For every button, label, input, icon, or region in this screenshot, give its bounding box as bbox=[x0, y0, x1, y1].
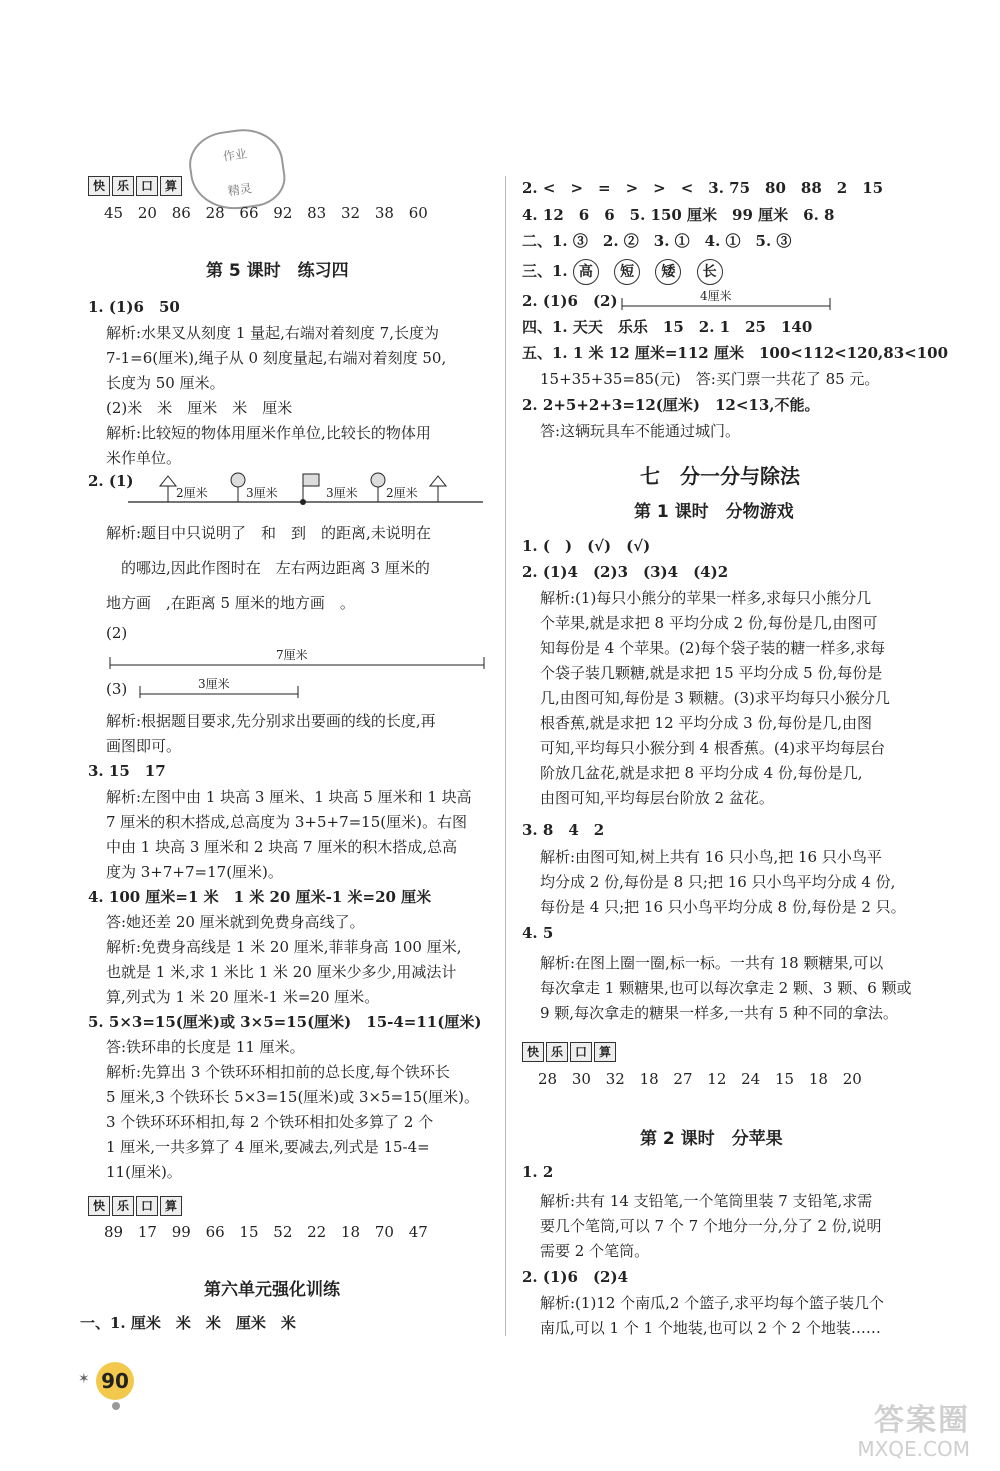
stamp-bottom-text: 精灵 bbox=[226, 181, 253, 199]
answer-line: 五、1. 1 米 12 厘米=112 厘米 100<112<120,83<100 bbox=[522, 344, 949, 362]
line-label: 4厘米 bbox=[700, 289, 732, 303]
analysis-line: 解析:由图可知,树上共有 16 只小鸟,把 16 只小鸟平 bbox=[540, 848, 882, 866]
homework-stamp bbox=[185, 124, 289, 215]
analysis-line: 3 个铁环环环相扣,每 2 个铁环相扣处多算了 2 个 bbox=[106, 1113, 434, 1131]
analysis-line: 解析:共有 14 支铅笔,一个笔筒里装 7 支铅笔,求需 bbox=[540, 1192, 873, 1210]
kuaile-kousuan-label: 快 乐 口 算 bbox=[88, 176, 182, 196]
answer-line: 答:她还差 20 厘米就到免费身高线了。 bbox=[106, 913, 365, 931]
section-title: 第 5 课时 练习四 bbox=[206, 261, 349, 281]
analysis-line: 阶放几盆花,就是求把 8 平均分成 4 份,每份是几, bbox=[540, 764, 863, 782]
analysis-line: 南瓜,可以 1 个 1 个地装,也可以 2 个 2 个地装…… bbox=[540, 1319, 881, 1337]
answer-line: 答:铁环串的长度是 11 厘米。 bbox=[106, 1038, 305, 1056]
diagram-label: 3厘米 bbox=[246, 486, 278, 500]
watermark-url: MXQE.COM bbox=[857, 1437, 970, 1461]
unit-title: 第六单元强化训练 bbox=[204, 1280, 340, 1300]
analysis-line: 每次拿走 1 颗糖果,也可以每次拿走 2 颗、3 颗、6 颗或 bbox=[540, 979, 912, 997]
diagram-label: 3厘米 bbox=[326, 486, 358, 500]
line-7cm bbox=[108, 645, 488, 671]
answer-line: 15+35+35=85(元) 答:买门票一共花了 85 元。 bbox=[540, 370, 880, 388]
analysis-line: 9 颗,每次拿走的糖果一样多,一共有 5 种不同的拿法。 bbox=[540, 1004, 898, 1022]
section-title: 第 2 课时 分苹果 bbox=[640, 1129, 783, 1149]
answer-line: 1. 2 bbox=[522, 1163, 554, 1181]
analysis-line: 几,由图可知,每份是 3 颗糖。(3)求平均每只小猴分几 bbox=[540, 689, 890, 707]
decorative-dot bbox=[112, 1402, 120, 1410]
analysis-line: 解析:左图中由 1 块高 3 厘米、1 块高 5 厘米和 1 块高 bbox=[106, 788, 472, 806]
analysis-line: 解析:先算出 3 个铁环环相扣前的总长度,每个铁环长 bbox=[106, 1063, 450, 1081]
answer-line: 1. (1)6 50 bbox=[88, 298, 180, 316]
analysis-line: 1 厘米,一共多算了 4 厘米,要减去,列式是 15-4= bbox=[106, 1138, 430, 1156]
circled-answer: 矮 bbox=[655, 259, 681, 285]
answer-line: 一、1. 厘米 米 米 厘米 米 bbox=[80, 1314, 296, 1332]
analysis-line: 知每份是 4 个苹果。(2)每个袋子装的糖一样多,求每 bbox=[540, 639, 886, 657]
analysis-line: 长度为 50 厘米。 bbox=[106, 374, 225, 392]
answer-line: 2. 2+5+2+3=12(厘米) 12<13,不能。 bbox=[522, 396, 820, 414]
answer-line: 1. ( ) (√) (√) bbox=[522, 537, 651, 555]
answer-line: (2)米 米 厘米 米 厘米 bbox=[106, 399, 293, 417]
answer-line: 4. 100 厘米=1 米 1 米 20 厘米-1 米=20 厘米 bbox=[88, 888, 432, 906]
analysis-line: 解析:根据题目要求,先分别求出要画的线的长度,再 bbox=[106, 712, 436, 730]
analysis-line: 7 厘米的积木搭成,总高度为 3+5+7=15(厘米)。右图 bbox=[106, 813, 467, 831]
analysis-line: 的哪边,因此作图时在 左右两边距离 3 厘米的 bbox=[106, 559, 430, 577]
column-divider bbox=[505, 176, 506, 1336]
kuaile-numbers: 28 30 32 18 27 12 24 15 18 20 bbox=[538, 1070, 862, 1088]
analysis-line: 根香蕉,就是求把 12 平均分成 3 份,每份是几,由图 bbox=[540, 714, 873, 732]
kuaile-numbers: 45 20 86 28 66 92 83 32 38 60 bbox=[104, 204, 428, 222]
answer-line: 5. 5×3=15(厘米)或 3×5=15(厘米) 15-4=11(厘米) bbox=[88, 1013, 482, 1031]
analysis-line: 解析:题目中只说明了 和 到 的距离,未说明在 bbox=[106, 524, 431, 542]
answer-line: 3. 15 17 bbox=[88, 762, 166, 780]
line-3cm bbox=[138, 674, 303, 700]
kuaile-kousuan-label: 快 乐 口 算 bbox=[522, 1042, 616, 1062]
analysis-line: 可知,平均每只小猴分到 4 根香蕉。(4)求平均每层台 bbox=[540, 739, 886, 757]
answer-line: 2. < > = > > < 3. 75 80 88 2 15 bbox=[522, 179, 884, 197]
line-4cm bbox=[620, 286, 835, 312]
circled-answer: 短 bbox=[614, 259, 640, 285]
circled-answer: 长 bbox=[697, 259, 723, 285]
answer-line: 2. (1)6 (2) bbox=[522, 292, 618, 310]
section-title: 第 1 课时 分物游戏 bbox=[634, 502, 794, 522]
analysis-line: 解析:(1)12 个南瓜,2 个篮子,求平均每个篮子装几个 bbox=[540, 1294, 885, 1312]
analysis-line: 度为 3+7+7=17(厘米)。 bbox=[106, 863, 283, 881]
kuaile-numbers: 89 17 99 66 15 52 22 18 70 47 bbox=[104, 1223, 428, 1241]
line-label: 7厘米 bbox=[276, 648, 308, 662]
answer-line: 2. (1)6 (2)4 bbox=[522, 1268, 629, 1286]
analysis-line: 个袋子装几颗糖,就是求把 15 平均分成 5 份,每份是 bbox=[540, 664, 883, 682]
answer-line: (2) bbox=[106, 624, 128, 642]
analysis-line: 解析:免费身高线是 1 米 20 厘米,菲菲身高 100 厘米, bbox=[106, 938, 462, 956]
analysis-line: 米作单位。 bbox=[106, 449, 182, 467]
answer-prefix: 三、1. bbox=[522, 262, 568, 280]
analysis-line: 要几个笔筒,可以 7 个 7 个地分一分,分了 2 份,说明 bbox=[540, 1217, 882, 1235]
analysis-line: 画图即可。 bbox=[106, 737, 182, 755]
answer-line: 2. (1)4 (2)3 (3)4 (4)2 bbox=[522, 563, 729, 581]
answer-line bbox=[522, 259, 733, 285]
answer-line: 答:这辆玩具车不能通过城门。 bbox=[540, 422, 741, 440]
diagram-label: 2厘米 bbox=[386, 486, 418, 500]
analysis-line: 解析:比较短的物体用厘米作单位,比较长的物体用 bbox=[106, 424, 431, 442]
analysis-line: 算,列式为 1 米 20 厘米-1 米=20 厘米。 bbox=[106, 988, 380, 1006]
star-icon: ✶ bbox=[78, 1371, 90, 1387]
analysis-line: 个苹果,就是求把 8 平均分成 2 份,每份是几,由图可 bbox=[540, 614, 878, 632]
analysis-line: 由图可知,平均每层台阶放 2 盆花。 bbox=[540, 789, 774, 807]
analysis-line: 每份是 4 只;把 16 只小鸟平均分成 8 份,每份是 2 只。 bbox=[540, 898, 906, 916]
chapter-title: 七 分一分与除法 bbox=[640, 464, 800, 488]
analysis-line: 11(厘米)。 bbox=[106, 1163, 182, 1181]
analysis-line: 7-1=6(厘米),绳子从 0 刻度量起,右端对着刻度 50, bbox=[106, 349, 447, 367]
answer-line: 二、1. ③ 2. ② 3. ① 4. ① 5. ③ bbox=[522, 232, 792, 250]
distance-diagram bbox=[128, 468, 488, 508]
page-number: 90 bbox=[96, 1362, 134, 1400]
kuaile-kousuan-label: 快 乐 口 算 bbox=[88, 1196, 182, 1216]
stamp-top-text: 作业 bbox=[222, 146, 248, 164]
answer-line: 4. 5 bbox=[522, 924, 554, 942]
circled-answer: 高 bbox=[573, 259, 599, 285]
analysis-line: 地方画 ,在距离 5 厘米的地方画 。 bbox=[106, 594, 355, 612]
analysis-line: 中由 1 块高 3 厘米和 2 块高 7 厘米的积木搭成,总高 bbox=[106, 838, 458, 856]
answer-line: 4. 12 6 6 5. 150 厘米 99 厘米 6. 8 bbox=[522, 206, 835, 224]
watermark-logo: 答案圈 bbox=[874, 1403, 970, 1438]
analysis-line: 需要 2 个笔筒。 bbox=[540, 1242, 650, 1260]
analysis-line: 解析:(1)每只小熊分的苹果一样多,求每只小熊分几 bbox=[540, 589, 872, 607]
analysis-line: 解析:在图上圈一圈,标一标。一共有 18 颗糖果,可以 bbox=[540, 954, 884, 972]
line-label: 3厘米 bbox=[198, 677, 230, 691]
analysis-line: 5 厘米,3 个铁环长 5×3=15(厘米)或 3×5=15(厘米)。 bbox=[106, 1088, 479, 1106]
answer-line: 2. (1) bbox=[88, 472, 134, 490]
answer-line: 四、1. 天天 乐乐 15 2. 1 25 140 bbox=[522, 318, 813, 336]
analysis-line: 均分成 2 份,每份是 8 只;把 16 只小鸟平均分成 4 份, bbox=[540, 873, 896, 891]
analysis-line: 解析:水果叉从刻度 1 量起,右端对着刻度 7,长度为 bbox=[106, 324, 439, 342]
analysis-line: 也就是 1 米,求 1 米比 1 米 20 厘米少多少,用减法计 bbox=[106, 963, 457, 981]
diagram-label: 2厘米 bbox=[176, 486, 208, 500]
answer-line: 3. 8 4 2 bbox=[522, 821, 605, 839]
answer-line: (3) bbox=[106, 680, 128, 698]
